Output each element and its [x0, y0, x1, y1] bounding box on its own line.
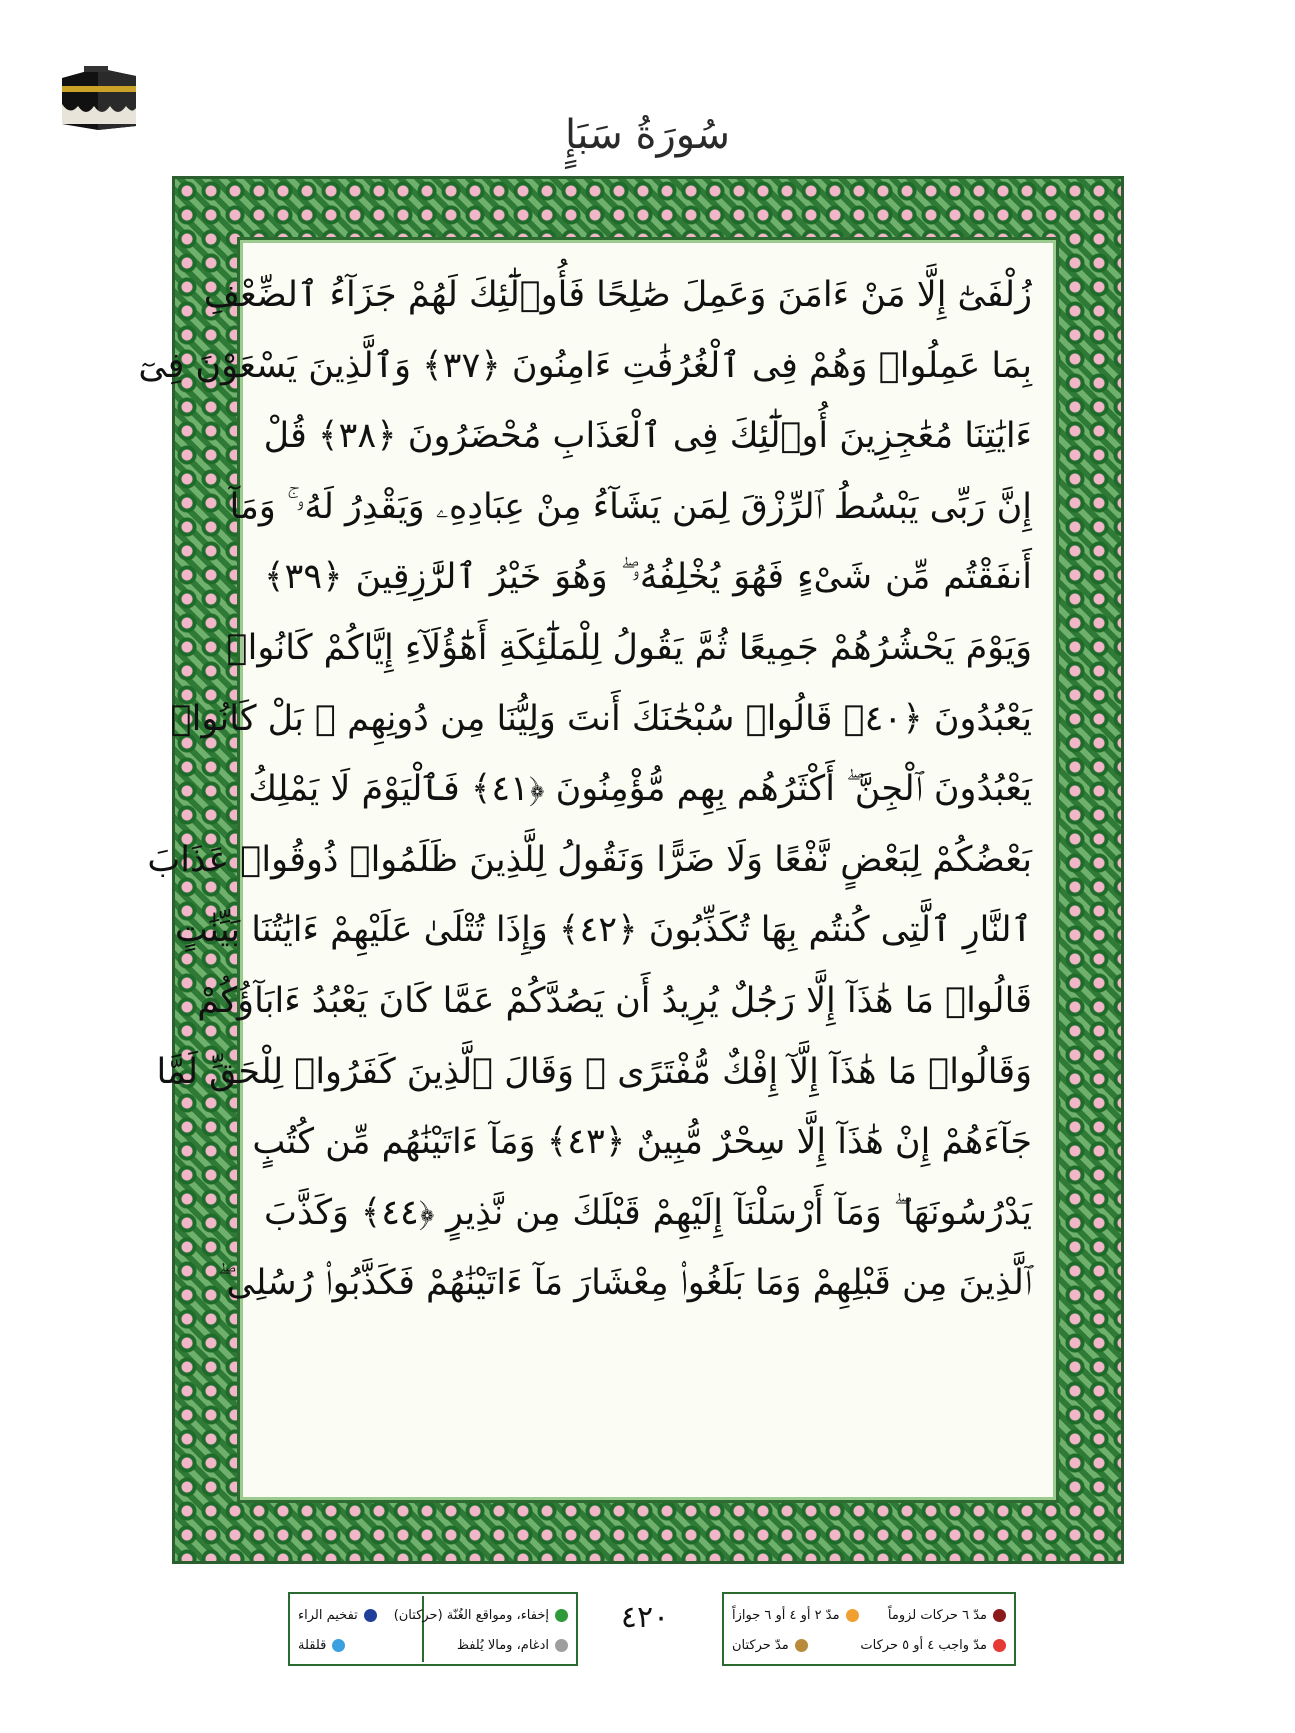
- legend-item: إخفاء، ومواقع الغُنّة (حركتان): [394, 1608, 568, 1623]
- legend-dot: [555, 1609, 568, 1622]
- legend-dot: [846, 1609, 859, 1622]
- legend-dot: [993, 1609, 1006, 1622]
- ornamental-frame: [138, 176, 1124, 1564]
- tajweed-legend-left: [288, 1592, 578, 1666]
- verse-line: بِمَا عَمِلُوا۟ وَهُمْ فِى ٱلْغُرُفَٰتِ ءَامِنُونَ ﴿٣٧﴾ وَٱلَّذِينَ يَسْعَوْنَ فِىٓ: [138, 345, 1032, 386]
- legend-item: مدّ ٢ أو ٤ أو ٦ جوازاً: [732, 1608, 859, 1623]
- legend-item: مدّ واجب ٤ أو ٥ حركات: [860, 1638, 1006, 1653]
- legend-item: قلقلة: [298, 1638, 345, 1653]
- tajweed-legend-right: [722, 1592, 1016, 1666]
- verse-line: وَيَوْمَ يَحْشُرُهُمْ جَمِيعًا ثُمَّ يَقُولُ لِلْمَلَٰٓئِكَةِ أَهَٰٓؤُلَآءِ إِيَّاكُمْ كَانُوا۟: [226, 627, 1032, 668]
- legend-item: ادغام، ومالا يُلفظ: [457, 1638, 568, 1653]
- verse-line: ٱلَّذِينَ مِن قَبْلِهِمْ وَمَا بَلَغُوا۟ مِعْشَارَ مَآ ءَاتَيْنَٰهُمْ فَكَذَّبُوا۟ رُسُلِى ۖ: [217, 1263, 1032, 1304]
- verse-line: قَالُوا۟ مَا هَٰذَآ إِلَّا رَجُلٌ يُرِيدُ أَن يَصُدَّكُمْ عَمَّا كَانَ يَعْبُدُ ءَابَآؤُكُمْ: [197, 980, 1032, 1021]
- legend-dot: [332, 1639, 345, 1652]
- legend-dot: [555, 1639, 568, 1652]
- legend-dot: [993, 1639, 1006, 1652]
- verse-line: ءَايَٰتِنَا مُعَٰجِزِينَ أُو۟لَٰٓئِكَ فِى ٱلْعَذَابِ مُحْضَرُونَ ﴿٣٨﴾ قُلْ: [263, 416, 1032, 457]
- verse-line: ٱلنَّارِ ٱلَّتِى كُنتُم بِهَا تُكَذِّبُونَ ﴿٤٢﴾ وَإِذَا تُتْلَىٰ عَلَيْهِمْ ءَايَٰتُنَا بَيِّنَٰتٍ: [174, 910, 1032, 951]
- page-number: ٤٢٠: [620, 1600, 670, 1635]
- text-panel: [138, 237, 1059, 1503]
- verse-line: إِنَّ رَبِّى يَبْسُطُ ٱلرِّزْقَ لِمَن يَشَآءُ مِنْ عِبَادِهِۦ وَيَقْدِرُ لَهُۥ ۚ وَمَآ: [229, 486, 1032, 527]
- legend-dot: [364, 1609, 377, 1622]
- verse-line: جَآءَهُمْ إِنْ هَٰذَآ إِلَّا سِحْرٌ مُّبِينٌ ﴿٤٣﴾ وَمَآ ءَاتَيْنَٰهُم مِّن كُتُبٍ: [252, 1122, 1032, 1163]
- legend-item: مدّ حركتان: [732, 1638, 808, 1653]
- verse-line: وَقَالُوا۟ مَا هَٰذَآ إِلَّآ إِفْكٌ مُّفْتَرًى ۚ وَقَالَ ٱلَّذِينَ كَفَرُوا۟ لِلْحَقِّ لَمَّا: [156, 1051, 1032, 1092]
- legend-dot: [795, 1639, 808, 1652]
- verse-line: بَعْضُكُمْ لِبَعْضٍ نَّفْعًا وَلَا ضَرًّا وَنَقُولُ لِلَّذِينَ ظَلَمُوا۟ ذُوقُوا۟ عَذَابَ: [147, 839, 1032, 880]
- legend-item: مدّ ٦ حركات لزوماً: [888, 1608, 1006, 1623]
- verse-line: يَدْرُسُونَهَا ۖ وَمَآ أَرْسَلْنَآ إِلَيْهِمْ قَبْلَكَ مِن نَّذِيرٍ ﴿٤٤﴾ وَكَذَّبَ: [264, 1192, 1032, 1233]
- verse-line: أَنفَقْتُم مِّن شَىْءٍ فَهُوَ يُخْلِفُهُۥ ۖ وَهُوَ خَيْرُ ٱلرَّٰزِقِينَ ﴿٣٩﴾: [264, 557, 1032, 598]
- surah-title: سُورَةُ سَبَإٍ: [565, 112, 730, 158]
- verse-line: يَعْبُدُونَ ﴿٤٠﴾ قَالُوا۟ سُبْحَٰنَكَ أَنتَ وَلِيُّنَا مِن دُونِهِم ۖ بَلْ كَانُوا۟: [170, 698, 1032, 739]
- legend-item: تفخيم الراء: [298, 1608, 377, 1623]
- verse-lines: [138, 260, 1032, 1319]
- verse-line: يَعْبُدُونَ ٱلْجِنَّ ۖ أَكْثَرُهُم بِهِم مُّؤْمِنُونَ ﴿٤١﴾ فَٱلْيَوْمَ لَا يَمْلِكُ: [248, 769, 1032, 810]
- verse-line: زُلْفَىٰٓ إِلَّا مَنْ ءَامَنَ وَعَمِلَ صَٰلِحًا فَأُو۟لَٰٓئِكَ لَهُمْ جَزَآءُ ٱلضِّعْفِ: [203, 275, 1032, 315]
